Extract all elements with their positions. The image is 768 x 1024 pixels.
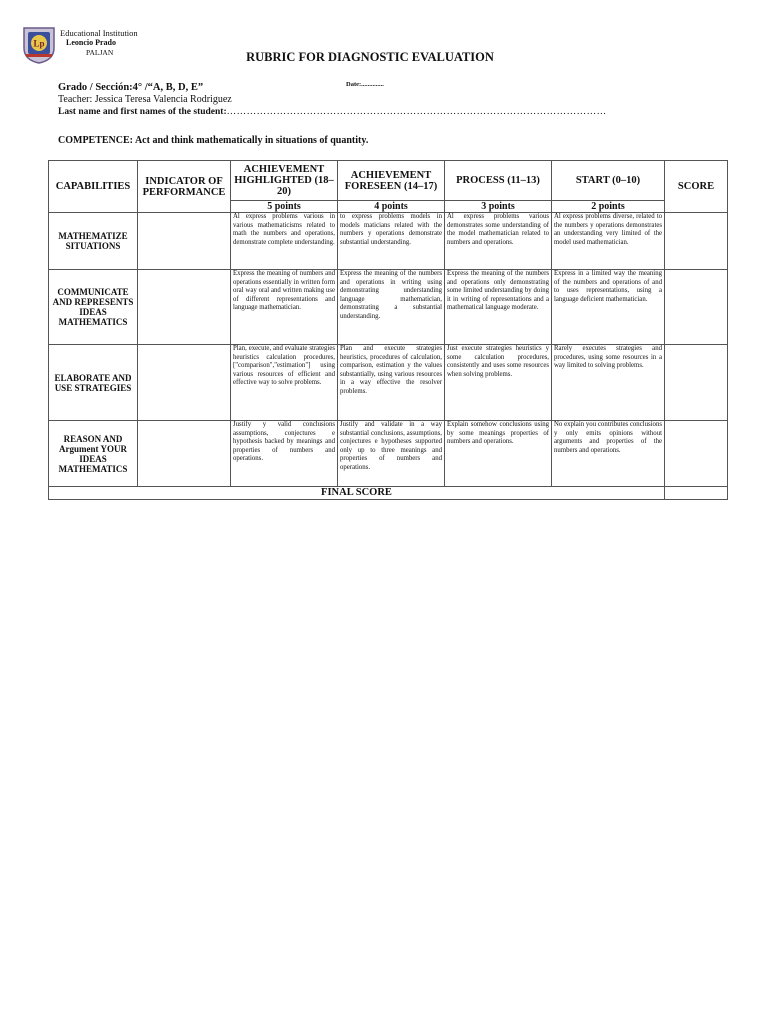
student-dots: ……………………………………………………………………………………………………: [226, 107, 607, 117]
institution-name: Leoncio Prado: [66, 38, 116, 47]
foreseen-cell: to express problems models in models maticians related with the numbers y operations demonstrate substantial understanding.: [338, 213, 445, 270]
final-score-label: FINAL SCORE: [49, 487, 665, 500]
date-field: Date:..............: [346, 81, 384, 88]
process-cell: Just execute strategies heuristics y some calculation procedures, consistently and uses some resources when solving problems.: [445, 345, 552, 421]
process-cell: Express the meaning of the numbers and operations only demonstrating some limited understanding by doing it in writing of representations and a mathematical language moderate.: [445, 270, 552, 345]
table-row: [49, 270, 728, 345]
foreseen-cell: Justify and validate in a way substantial conclusions, assumptions, conjectures e hypotheses supported only up to three meanings and properties of numbers and operations.: [338, 421, 445, 487]
institution-location: PALJAN: [86, 48, 114, 57]
score-cell[interactable]: [665, 421, 728, 487]
header-highlighted: ACHIEVEMENT HIGHLIGHTED (18–20): [231, 161, 338, 201]
student-label: Last name and first names of the student:: [58, 107, 227, 117]
grade-section: Grado / Sección:4° /“A, B, D, E”: [58, 82, 204, 93]
start-cell: Express in a limited way the meaning of the numbers and operations of and to uses representations, using a language deficient mathematician.: [552, 270, 665, 345]
process-cell: Al express problems various demonstrates some understanding of the model mathematician related to numbers and operations.: [445, 213, 552, 270]
logo-text: Lp: [33, 38, 45, 49]
header-score: SCORE: [665, 161, 728, 213]
start-cell: Rarely executes strategies and procedures, using some resources in a way limited to solving problems.: [552, 345, 665, 421]
score-cell[interactable]: [665, 270, 728, 345]
highlighted-cell: Al express problems various in various mathematicisms related to math the numbers and operations, demonstrate complete understanding.: [231, 213, 338, 270]
institution-line1: Educational Institution: [60, 28, 138, 38]
indicator-cell: [138, 213, 231, 270]
highlighted-cell: Express the meaning of numbers and operations essentially in written form oral way oral and written making use of different representations and language mathematician.: [231, 270, 338, 345]
header-capabilities: CAPABILITIES: [49, 161, 138, 213]
highlighted-cell: Plan, execute, and evaluate strategies heuristics calculation procedures, ["comparison","estimation"] using various resources of efficient and effective way to solve problems.: [231, 345, 338, 421]
capability-cell: MATHEMATIZE SITUATIONS: [49, 213, 138, 270]
score-cell[interactable]: [665, 345, 728, 421]
indicator-cell: [138, 270, 231, 345]
page-title: RUBRIC FOR DIAGNOSTIC EVALUATION: [246, 50, 494, 64]
points-highlighted: 5 points: [231, 201, 338, 213]
indicator-cell: [138, 421, 231, 487]
table-row: [49, 421, 728, 487]
header-start: START (0–10): [552, 161, 665, 201]
final-score-cell[interactable]: [665, 487, 728, 500]
header-process: PROCESS (11–13): [445, 161, 552, 201]
points-start: 2 points: [552, 201, 665, 213]
capability-cell: REASON AND Argument YOUR IDEAS MATHEMATICS: [49, 421, 138, 487]
rubric-table: [48, 160, 728, 500]
score-cell[interactable]: [665, 213, 728, 270]
table-row: [49, 345, 728, 421]
header-row: [49, 161, 728, 201]
points-foreseen: 4 points: [338, 201, 445, 213]
header-indicator: INDICATOR OF PERFORMANCE: [138, 161, 231, 213]
teacher-name: Teacher: Jessica Teresa Valencia Rodriguez: [58, 94, 232, 105]
highlighted-cell: Justify y valid conclusions assumptions, conjectures e hypothesis backed by meanings and properties of numbers and operations.: [231, 421, 338, 487]
foreseen-cell: Plan and execute strategies heuristics, procedures of calculation, comparison, estimation y the values substantially, using various resources in a way effective the resolver problems.: [338, 345, 445, 421]
start-cell: Al express problems diverse, related to the numbers y operations demonstrates an understanding very limited of the model used mathematician.: [552, 213, 665, 270]
process-cell: Explain somehow conclusions using by some meanings properties of numbers and operations.: [445, 421, 552, 487]
foreseen-cell: Express the meaning of the numbers and operations in writing using demonstrating understanding language mathematician, demonstrating a substantial understanding.: [338, 270, 445, 345]
capability-cell: COMMUNICATE AND REPRESENTS IDEAS MATHEMATICS: [49, 270, 138, 345]
header-foreseen: ACHIEVEMENT FORESEEN (14–17): [338, 161, 445, 201]
competence: COMPETENCE: Act and think mathematically in situations of quantity.: [58, 135, 369, 146]
start-cell: No explain you contributes conclusions y only emits opinions without arguments and properties of the numbers and operations.: [552, 421, 665, 487]
table-row: [49, 213, 728, 270]
final-score-row: [49, 487, 728, 500]
student-name-line: [58, 107, 607, 117]
capability-cell: ELABORATE AND USE STRATEGIES: [49, 345, 138, 421]
points-process: 3 points: [445, 201, 552, 213]
indicator-cell: [138, 345, 231, 421]
